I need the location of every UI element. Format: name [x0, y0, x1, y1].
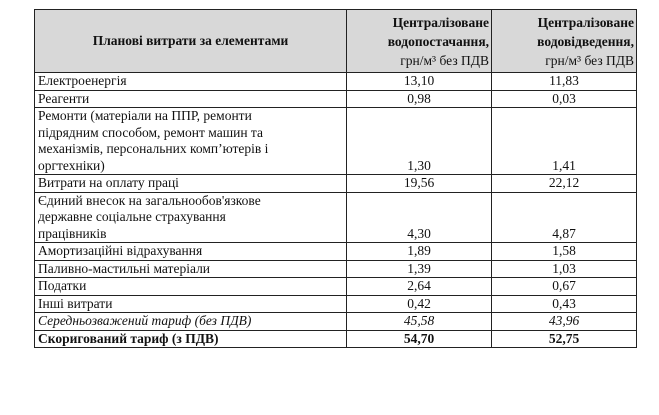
row-drainage-value: 11,83 — [492, 73, 637, 91]
average-drainage-value: 43,96 — [492, 313, 637, 331]
row-drainage-value: 1,03 — [492, 260, 637, 278]
row-drainage-value: 1,58 — [492, 243, 637, 261]
header-water-supply-line2: водопостачання, — [387, 33, 489, 49]
table-row — [35, 295, 637, 313]
row-supply-value: 19,56 — [347, 175, 492, 193]
header-water-drainage-line2: водовідведення, — [537, 33, 634, 49]
adjusted-tariff-label: Скоригований тариф (з ПДВ) — [35, 330, 347, 348]
table-row — [35, 260, 637, 278]
row-supply-value: 0,42 — [347, 295, 492, 313]
row-supply-value: 4,30 — [347, 192, 492, 243]
header-water-supply — [347, 10, 492, 73]
table-row — [35, 73, 637, 91]
adjusted-supply-value: 54,70 — [347, 330, 492, 348]
average-tariff-row — [35, 313, 637, 331]
header-water-drainage — [492, 10, 637, 73]
row-drainage-value: 0,67 — [492, 278, 637, 296]
tariff-cost-table — [34, 9, 637, 348]
table-row — [35, 90, 637, 108]
header-water-supply-unit: грн/м³ без ПДВ — [400, 52, 489, 68]
row-name: Витрати на оплату праці — [35, 175, 347, 193]
row-drainage-value: 1,41 — [492, 108, 637, 175]
table-row — [35, 108, 637, 175]
row-name: Ремонти (матеріали на ППР, ремонти підрядним способом, ремонт машин та механізмів, персональних комп’ютерів і оргтехніки) — [35, 108, 347, 175]
row-name: Єдиний внесок на загальнообов'язкове державне соціальне страхування працівників — [35, 192, 347, 243]
table-row — [35, 192, 637, 243]
row-supply-value: 1,30 — [347, 108, 492, 175]
row-supply-value: 1,39 — [347, 260, 492, 278]
row-drainage-value: 0,43 — [492, 295, 637, 313]
adjusted-drainage-value: 52,75 — [492, 330, 637, 348]
header-water-drainage-unit: грн/м³ без ПДВ — [545, 52, 634, 68]
table-row — [35, 175, 637, 193]
row-name: Реагенти — [35, 90, 347, 108]
row-name: Інші витрати — [35, 295, 347, 313]
row-drainage-value: 4,87 — [492, 192, 637, 243]
table-row — [35, 243, 637, 261]
table-row — [35, 278, 637, 296]
header-water-supply-line1: Централізоване — [392, 14, 489, 30]
row-drainage-value: 0,03 — [492, 90, 637, 108]
row-name: Паливно-мастильні матеріали — [35, 260, 347, 278]
table-header-row — [35, 10, 637, 73]
row-name: Податки — [35, 278, 347, 296]
header-water-drainage-line1: Централізоване — [537, 14, 634, 30]
average-tariff-label: Середньозважений тариф (без ПДВ) — [35, 313, 347, 331]
row-supply-value: 1,89 — [347, 243, 492, 261]
row-drainage-value: 22,12 — [492, 175, 637, 193]
row-supply-value: 13,10 — [347, 73, 492, 91]
header-cost-elements: Планові витрати за елементами — [35, 10, 347, 73]
adjusted-tariff-row — [35, 330, 637, 348]
row-supply-value: 2,64 — [347, 278, 492, 296]
row-supply-value: 0,98 — [347, 90, 492, 108]
row-name: Амортизаційні відрахування — [35, 243, 347, 261]
row-name: Електроенергія — [35, 73, 347, 91]
average-supply-value: 45,58 — [347, 313, 492, 331]
tariff-table-container — [34, 9, 637, 348]
